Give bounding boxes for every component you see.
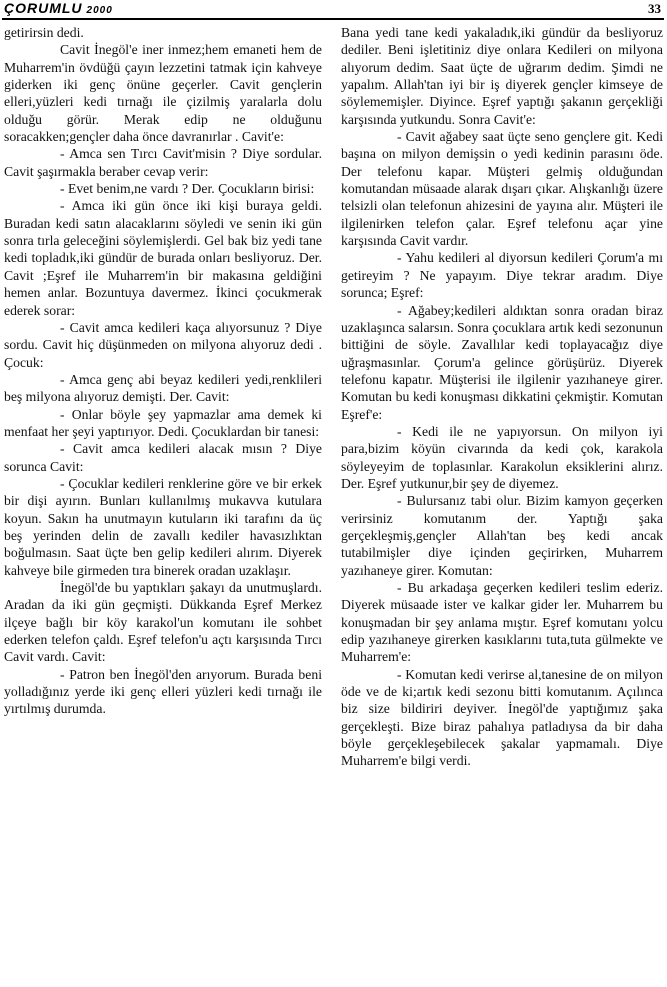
- right-column: [341, 24, 663, 770]
- paragraph: - Amca genç abi beyaz kedileri yedi,renklileri beş milyona alıyoruz demişti. Der. Cavit:: [4, 371, 322, 405]
- publication-title: ÇORUMLU: [4, 0, 83, 16]
- paragraph: Cavit İnegöl'e iner inmez;hem emaneti hem de Muharrem'in övdüğü çayın lezzetini tatmak için kahveye giderken iki genç önüne geçerler. Cavit gençlerin elleri,yüzleri kedi tırnağı ile çizilmiş yaralarla dolu olduğu görür. Merak edip ne olduğunu soracakken;gençler daha önce davranırlar . Cavit'e:: [4, 42, 322, 145]
- paragraph: - Ağabey;kedileri aldıktan sonra oradan biraz uzaklaşınca salarsın. Sonra çocuklara artık kedi sezonunun bittiğini de söyle. Zavallılar kedi toplayacağız diye uğraşmasınlar. Çorum'a gelince görüşürüz. Diyerek telefonu kapatır. Müşterisi ile ilgilenir yazıhaneye girer. Komutan bu kedi konuşması dikkatini çekmiştir. Komutan Eşref'e:: [341, 302, 663, 422]
- paragraph: getirirsin dedi.: [4, 25, 84, 40]
- publication-brand: [4, 0, 113, 16]
- left-column: [4, 24, 322, 718]
- paragraph: - Patron ben İnegöl'den arıyorum. Burada beni yolladığınız yerde iki genç elleri yüzleri kedi tırnağı ile yırtılmış durumda.: [4, 666, 322, 717]
- page-header: [0, 0, 667, 22]
- paragraph: - Kedi ile ne yapıyorsun. On milyon iyi para,bizim köyün civarında da kedi çok, karakola söyleyeyim de toplasınlar. Karakolun eksiklerini alırız. Der. Eşref yutkunur,bir şey de diyemez.: [341, 423, 663, 491]
- paragraph: - Bulursanız tabi olur. Bizim kamyon geçerken verirsiniz komutanım der. Yaptığı şaka gerçekleşmiş,gençler Allah'tan beş kedi ancak tutabilmişler diye içinden geçirirken, Muharrem yazıhaneye girer. Komutan:: [341, 493, 663, 578]
- paragraph: - Evet benim,ne vardı ? Der. Çocukların birisi:: [60, 181, 315, 197]
- paragraph: - Amca sen Tırcı Cavit'misin ? Diye sordular. Cavit şaşırmakla beraber cevap verir:: [4, 146, 322, 179]
- paragraph: - Cavit ağabey saat üçte seno gençlere git. Kedi başına on milyon demişsin o yedi kedinin parasını öde. Der telefonu kapar. Müşteri gelmiş olduğundan komutandan müsaade alarak dışarı çıkar. Alışkanlığı üzere telsizli olan telefonun ahizesini de yayına alır. Müşteri ile ilgilenirken telefon çalar. Eşref telefonu açar yine karşısında Cavit vardır.: [341, 129, 663, 249]
- publication-year: 2000: [86, 5, 113, 16]
- paragraph: - Amca iki gün önce iki kişi buraya geldi. Buradan kedi satın alacaklarını söyledi ve senin iki gün sonra tırla geleceğini söylemişlerdi. Gel bak biz yedi tane kedi topladık,iki gündür de burada onları besliyoruz. Der. Cavit ;Eşref ile Muharrem'in bir makasına geldiğini hemen anlar. Bozuntuya davermez. İkinci çocukmerak ederek sorar:: [4, 198, 322, 318]
- paragraph: - Komutan kedi verirse al,tanesine de on milyon öde ve de ki;artık kedi sezonu bitti komutanım. Açılınca biz size bildiriri deyiver. İnegöl'de yaptığımız şaka gerçekleşti. Bize biraz pahalıya patladıysa da bir daha böyle gerçekleşebilecek şakalar yapmamalı. Diye Muharrem'e bilgi verdi.: [341, 666, 663, 769]
- paragraph: İnegöl'de bu yaptıkları şakayı da unutmuşlardı. Aradan da iki gün geçmişti. Dükkanda Eşref Merkez ilçeye bağlı bir köy karakol'un komutanı ile sohbet ederken telefon çaldı. Eşref telefon'u açtı karşısında Tırcı Cavit vardı. Cavit:: [4, 580, 322, 665]
- paragraph: - Bu arkadaşa geçerken kedileri teslim ederiz. Diyerek müsaade ister ve kalkar gider ler. Muharrem bu konuşmadan bir şey anlama mıştır. Eşref komutanı yolcu edip yazıhaneye girerken kasıklarını tuta,tuta gülmekte ve Muharrem'e:: [341, 580, 663, 665]
- paragraph: - Cavit amca kedileri kaça alıyorsunuz ? Diye sordu. Cavit hiç düşünmeden on milyona alıyoruz dedi . Çocuk:: [4, 319, 322, 370]
- paragraph: Bana yedi tane kedi yakaladık,iki gündür da besliyoruz dediler. Beni işletitiniz diye onlara Kedileri on milyona alıyorum dedim. Saat üçte de uğrarım dedim. Şimdi ne yapalım. Allah'tan iyi bir iş diyerek gençler kimseye de söylememişler. Diyince. Eşref yaptığı şakanın gerçekliği karşısında yutkundu. Sonra Cavit'e:: [341, 25, 663, 127]
- header-rule: [2, 18, 664, 20]
- paragraph: - Onlar böyle şey yapmazlar ama demek ki menfaat her şeyi yaptırıyor. Dedi. Çocuklardan bir tanesi:: [4, 406, 322, 439]
- paragraph: - Cavit amca kedileri alacak mısın ? Diye sorunca Cavit:: [4, 441, 322, 474]
- paragraph: - Çocuklar kedileri renklerine göre ve bir erkek bir dişi ayırın. Bunları kullanılmış mukavva kutulara koyun. Sakın ha unutmayın kutuların iki tarafını da üç beş yerinden delin de zavallı kediler havasızlıktan boğulmasın. Saat üçte ben gelip kedileri alırım. Diyerek kahveye bile girmeden tıra binerek oradan uzaklaşır.: [4, 475, 322, 578]
- paragraph: - Yahu kedileri al diyorsun kedileri Çorum'a mı getireyim ? Ne yapayım. Diye tekrar aradım. Diye sorunca; Eşref:: [341, 250, 663, 301]
- page-number: 33: [648, 1, 661, 16]
